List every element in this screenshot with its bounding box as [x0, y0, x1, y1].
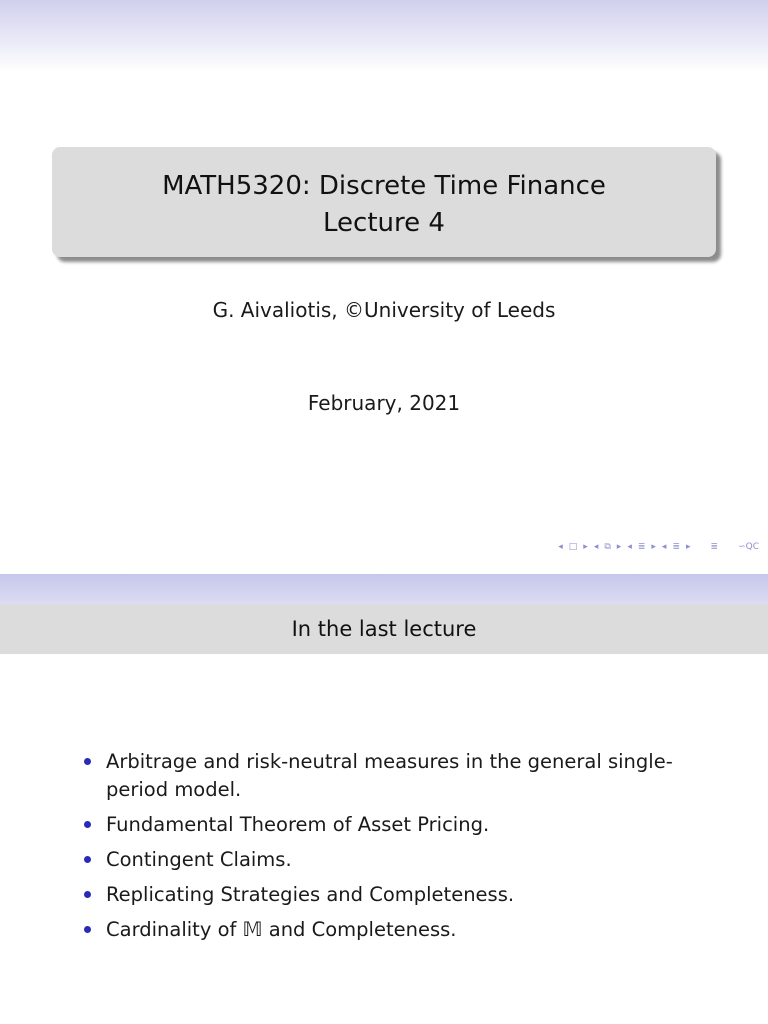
section-next-icon[interactable]: ▸: [651, 542, 656, 552]
beamer-navigation-bar: [557, 539, 760, 555]
bullet-icon: [84, 856, 91, 863]
list-item: [80, 881, 680, 909]
subsection-icon[interactable]: ⧉: [604, 542, 611, 552]
list-item-text: Arbitrage and risk-neutral measures in the general single-period model.: [106, 750, 673, 801]
bullet-icon: [84, 926, 91, 933]
list-item-text: Contingent Claims.: [106, 848, 292, 871]
search-icon[interactable]: ∽QC: [738, 542, 759, 552]
header-gradient-band: [0, 574, 768, 604]
section-prev-icon[interactable]: ◂: [627, 542, 632, 552]
title-box: [52, 147, 716, 257]
frame-prev-icon[interactable]: ◂: [558, 542, 563, 552]
list-item: [80, 748, 680, 804]
frame-icon[interactable]: □: [568, 542, 578, 552]
list-item-text: Replicating Strategies and Completeness.: [106, 883, 515, 906]
bullet-icon: [84, 821, 91, 828]
list-item-text: Fundamental Theorem of Asset Pricing.: [106, 813, 490, 836]
content-slide: [0, 574, 768, 1024]
bullet-icon: [84, 758, 91, 765]
date-line: February, 2021: [307, 391, 461, 415]
subsection-prev-icon[interactable]: ◂: [593, 542, 599, 552]
bullet-icon: [84, 891, 91, 898]
list-item: [80, 811, 680, 839]
part-prev-icon[interactable]: ◂: [661, 542, 667, 552]
part-next-icon[interactable]: ▸: [686, 542, 691, 552]
list-item: [80, 846, 680, 874]
subsection-next-icon[interactable]: ▸: [616, 542, 622, 552]
list-item: [80, 916, 680, 944]
bullet-list: [80, 748, 680, 951]
frame-title-bar: [0, 604, 768, 654]
frame-next-icon[interactable]: ▸: [583, 542, 588, 552]
toc-icon[interactable]: ≣: [710, 542, 719, 552]
course-title: MATH5320: Discrete Time Finance: [162, 171, 606, 201]
author-line: G. Aivaliotis, ©University of Leeds: [212, 298, 556, 322]
part-icon[interactable]: ≣: [672, 542, 680, 552]
list-item-text: Cardinality of 𝕄 and Completeness.: [106, 918, 457, 941]
header-gradient-band: [0, 0, 768, 72]
section-icon[interactable]: ≣: [637, 542, 646, 552]
frame-title: In the last lecture: [291, 617, 477, 641]
lecture-number: Lecture 4: [323, 208, 445, 238]
